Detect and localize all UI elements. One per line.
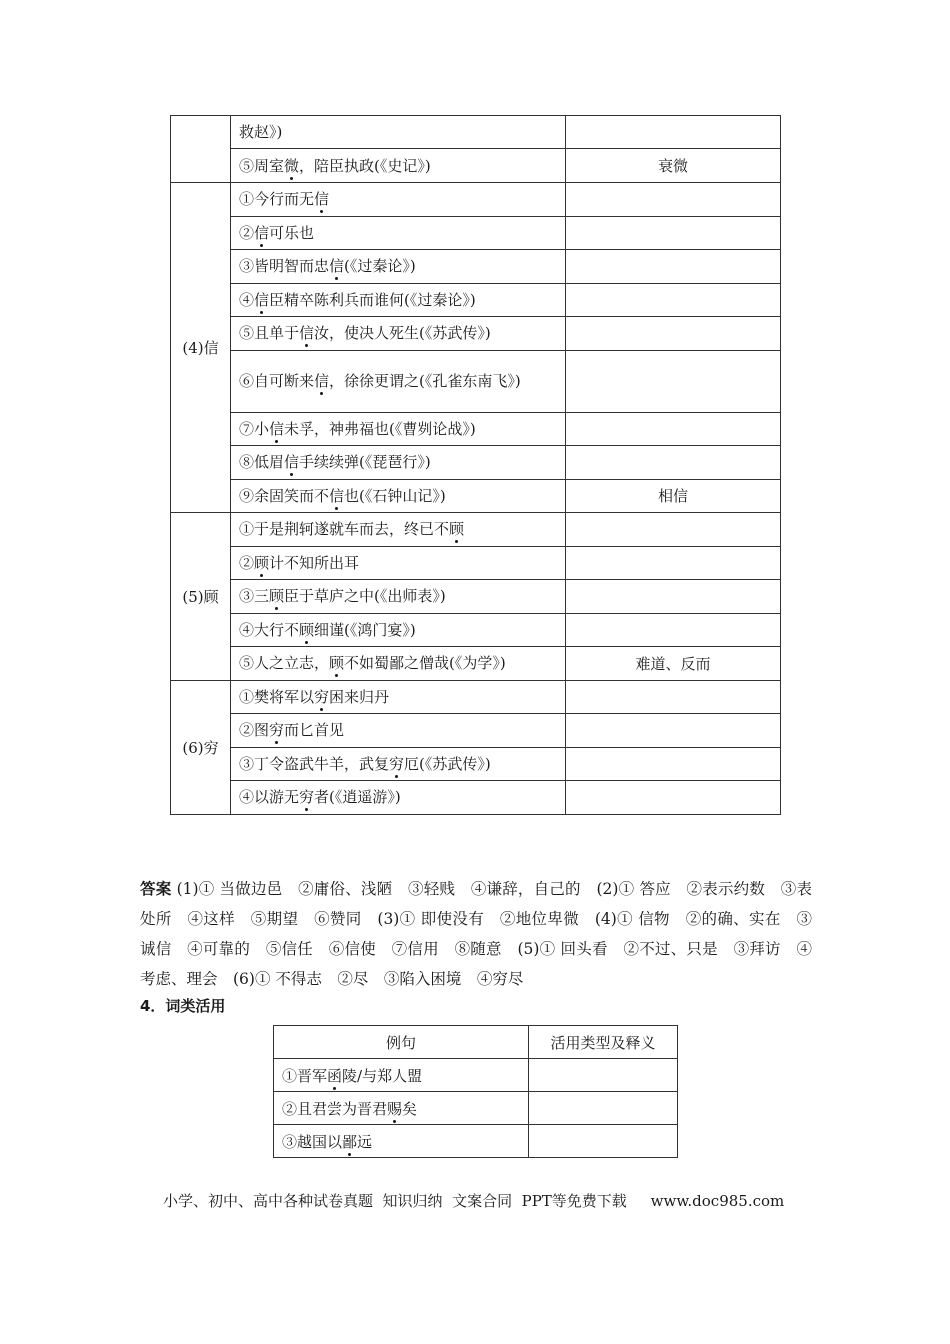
sentence-part: 不如蜀鄙之僧哉(《为学》)	[344, 654, 506, 673]
table-row	[171, 714, 781, 748]
key-word: 顾	[269, 587, 285, 606]
sentence-part: 也(《石钟山记》)	[344, 486, 446, 505]
sentence-part: ，徐徐更谓之(《孔雀东南飞》)	[329, 372, 521, 390]
sentence-part: 汝，使决人死生(《苏武传》)	[314, 324, 491, 343]
sentence-part: ④	[239, 290, 255, 309]
example-sentence	[231, 446, 566, 480]
table-row	[171, 446, 781, 480]
key-word: 信	[254, 223, 270, 242]
table-row	[171, 613, 781, 647]
table-row	[171, 580, 781, 614]
key-word: 信	[314, 372, 330, 390]
meaning-cell	[566, 183, 781, 217]
answer-label: 答案	[140, 880, 172, 898]
sentence-part: ④以游无	[239, 788, 300, 807]
example-sentence	[231, 546, 566, 580]
word-usage-table	[273, 1025, 678, 1158]
example-sentence	[231, 613, 566, 647]
sentence-part: ①于是荆轲遂就车而去，终已不	[239, 520, 450, 539]
table-row	[171, 149, 781, 183]
usage-row	[274, 1125, 678, 1158]
table-row	[171, 479, 781, 513]
sentence-part: ①今行而无	[239, 190, 315, 209]
sentence-part: ⑧低眉	[239, 453, 285, 472]
meaning-cell	[566, 580, 781, 614]
answer-paragraph	[140, 874, 812, 994]
example-sentence	[231, 680, 566, 714]
word-heading: (5)顾	[171, 513, 231, 681]
sentence-part: 厄(《苏武传》)	[404, 754, 491, 773]
sentence-part: ①晋军	[282, 1066, 328, 1085]
sentence-part: 而匕首见	[284, 721, 345, 740]
example-sentence	[231, 781, 566, 815]
sentence-part: 细谨(《鸿门宴》)	[314, 620, 416, 639]
sentence-part: ⑥自可断来	[239, 372, 315, 390]
table-row	[171, 283, 781, 317]
sentence-part: 计不知所出耳	[269, 553, 360, 572]
table-row	[171, 183, 781, 217]
sentence-part: ③丁令盗武牛羊，武复	[239, 754, 390, 773]
sentence-part: ⑤周室	[239, 156, 285, 175]
key-word: 穷	[389, 754, 405, 773]
table-row	[171, 680, 781, 714]
sentence-part: ③三	[239, 587, 270, 606]
sentence-part: ①樊将军以	[239, 687, 315, 706]
meaning-cell	[566, 613, 781, 647]
sentence-part: 困来归丹	[329, 687, 390, 706]
sentence-part: ，陪臣执政(《史记》)	[299, 156, 431, 175]
sentence-part: 可乐也	[269, 223, 315, 242]
key-word: 信	[269, 419, 285, 438]
example-sentence	[231, 580, 566, 614]
example-sentence	[231, 250, 566, 284]
example-sentence	[231, 317, 566, 351]
sentence-part: 者(《逍遥游》)	[314, 788, 401, 807]
meaning-cell: 相信	[566, 479, 781, 513]
sentence-part: ②且君尝为晋君	[282, 1099, 388, 1118]
meaning-cell	[566, 216, 781, 250]
usage-header-type: 活用类型及释义	[529, 1026, 678, 1059]
key-word: 信	[314, 190, 330, 209]
key-word: 鄙	[342, 1132, 358, 1151]
sentence-part: 矣	[402, 1099, 418, 1118]
meaning-cell	[566, 513, 781, 547]
sentence-part: ④大行不	[239, 620, 300, 639]
meaning-cell: 衰微	[566, 149, 781, 183]
meaning-cell: 难道、反而	[566, 647, 781, 681]
meaning-cell	[566, 446, 781, 480]
vocabulary-table	[170, 115, 781, 815]
sentence-part: ⑤人之立志，	[239, 654, 330, 673]
table-row	[171, 250, 781, 284]
sentence-part: ②	[239, 553, 255, 572]
usage-row	[274, 1092, 678, 1125]
key-word: 顾	[449, 520, 465, 539]
key-word: 穷	[269, 721, 285, 740]
sentence-part: ②	[239, 223, 255, 242]
example-sentence	[231, 714, 566, 748]
key-word: 穷	[314, 687, 330, 706]
sentence-part: 臣精卒陈利兵而谁何(《过秦论》)	[269, 290, 476, 309]
answer-text: (1)① 当做边邑 ②庸俗、浅陋 ③轻贱 ④谦辞，自己的 (2)① 答应 ②表示约数 ③表处所 ④这样 ⑤期望 ⑥赞同 (3)① 即使没有 ②地位卑微 (4)① 信物 ②的确、实在 ③诚信 ④可靠的 ⑤信任 ⑥信使 ⑦信用 ⑧随意 (5)① 回头看 ②不过、只是 ③拜访 ④考虑、理会 (6)① 不得志 ②尽 ③陷入困境 ④穷尽	[140, 880, 812, 988]
example-sentence	[231, 412, 566, 446]
table-row	[171, 116, 781, 149]
sentence-part: ⑤且单于	[239, 324, 300, 343]
key-word: 顾	[254, 553, 270, 572]
sentence-part: ③皆明智而忠	[239, 257, 330, 276]
example-sentence	[231, 216, 566, 250]
usage-header-sentence: 例句	[274, 1026, 529, 1059]
word-heading: (4)信	[171, 183, 231, 513]
key-word: 顾	[329, 654, 345, 673]
example-sentence	[231, 350, 566, 412]
usage-sentence	[274, 1059, 529, 1092]
key-word: 赐	[387, 1099, 403, 1118]
sentence-part: 手续续弹(《琵琶行》)	[299, 453, 431, 472]
table-row	[171, 216, 781, 250]
example-sentence	[231, 149, 566, 183]
usage-header-row	[274, 1026, 678, 1059]
meaning-cell	[566, 412, 781, 446]
meaning-cell	[566, 781, 781, 815]
meaning-cell	[566, 714, 781, 748]
table-row	[171, 350, 781, 412]
footer-text: 小学、初中、高中各种试卷真题 知识归纳 文案合同 PPT等免费下载	[163, 1192, 627, 1210]
table-row	[171, 781, 781, 815]
word-heading: (6)穷	[171, 680, 231, 814]
example-sentence	[231, 479, 566, 513]
example-sentence	[231, 116, 566, 149]
meaning-cell	[566, 317, 781, 351]
usage-row	[274, 1059, 678, 1092]
key-word: 信	[254, 290, 270, 309]
sentence-part: ②图	[239, 721, 270, 740]
word-heading	[171, 116, 231, 183]
meaning-cell	[566, 250, 781, 284]
footer-url: www.doc985.com	[650, 1192, 785, 1210]
meaning-cell	[566, 116, 781, 149]
sentence-part: (《过秦论》)	[344, 257, 416, 276]
key-word: 穷	[299, 788, 315, 807]
table-row	[171, 513, 781, 547]
usage-answer-cell	[529, 1092, 678, 1125]
usage-answer-cell	[529, 1125, 678, 1158]
example-sentence	[231, 283, 566, 317]
key-word: 顾	[299, 620, 315, 639]
example-sentence	[231, 647, 566, 681]
sentence-part: 远	[357, 1132, 373, 1151]
meaning-cell	[566, 283, 781, 317]
sentence-part: ⑨余固笑而不	[239, 486, 330, 505]
usage-answer-cell	[529, 1059, 678, 1092]
key-word: 微	[284, 156, 300, 175]
table-row	[171, 412, 781, 446]
table-row	[171, 647, 781, 681]
key-word: 信	[329, 486, 345, 505]
meaning-cell	[566, 747, 781, 781]
table-row	[171, 546, 781, 580]
example-sentence	[231, 513, 566, 547]
sentence-part: 救赵》)	[239, 123, 283, 141]
meaning-cell	[566, 680, 781, 714]
sentence-part: 臣于草庐之中(《出师表》)	[284, 587, 446, 606]
key-word: 信	[284, 453, 300, 472]
table-row	[171, 747, 781, 781]
sentence-part: ③越国以	[282, 1132, 343, 1151]
example-sentence	[231, 183, 566, 217]
sentence-part: 陵/与郑人盟	[342, 1066, 423, 1085]
page-footer	[163, 1190, 784, 1211]
usage-sentence	[274, 1125, 529, 1158]
sentence-part: ⑦小	[239, 419, 270, 438]
table-row	[171, 317, 781, 351]
key-word: 信	[329, 257, 345, 276]
usage-sentence	[274, 1092, 529, 1125]
meaning-cell	[566, 546, 781, 580]
example-sentence	[231, 747, 566, 781]
meaning-cell	[566, 350, 781, 412]
key-word: 信	[299, 324, 315, 343]
key-word: 函	[327, 1066, 343, 1085]
section-title: 4．词类活用	[140, 997, 226, 1015]
sentence-part: 未孚，神弗福也(《曹刿论战》)	[284, 419, 476, 438]
